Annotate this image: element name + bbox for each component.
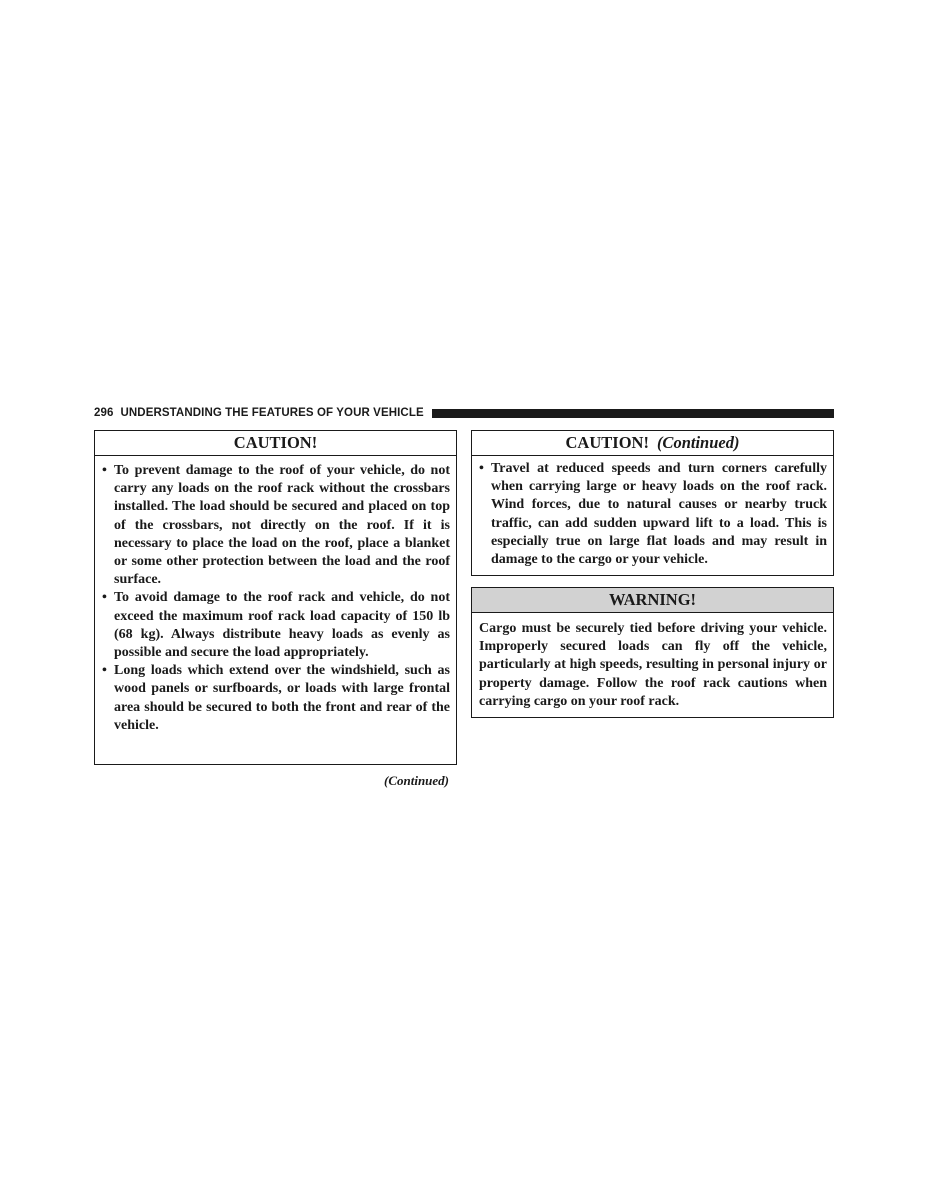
caution-title-suffix: (Continued) (656, 433, 740, 452)
warning-title-text: WARNING! (608, 590, 697, 609)
page-header (94, 405, 834, 421)
caution-item: • To prevent damage to the roof of your vehicle, do not carry any loads on the roof rack without the crossbars installed. The load should be secured and placed on top of the crossbars, not directly on the roof. If it is necessary to place the load on the roof, place a blanket or some other protection between the load and the roof surface. (101, 462, 450, 589)
caution-title-text: CAUTION! (565, 433, 649, 452)
page-number: 296 (94, 407, 114, 419)
header-text (94, 407, 424, 419)
caution-continued-title (472, 431, 833, 456)
caution-body (95, 456, 456, 741)
warning-text: Cargo must be securely tied before driving your vehicle. Improperly secured loads can fly off the vehicle, particularly at high speeds, resulting in personal injury or property damage. Follow the roof rack cautions when carrying cargo on your roof rack. (479, 621, 827, 709)
section-title: UNDERSTANDING THE FEATURES OF YOUR VEHICLE (120, 407, 424, 419)
warning-box (471, 587, 834, 718)
header-rule (432, 409, 834, 418)
caution-item: • Long loads which extend over the windshield, such as wood panels or surfboards, or loads with large frontal area should be secured to both the front and rear of the vehicle. (101, 662, 450, 735)
warning-body (472, 613, 833, 717)
caution-continued-list (478, 460, 827, 569)
caution-box-right (471, 430, 834, 576)
caution-item: • To avoid damage to the roof rack and vehicle, do not exceed the maximum roof rack load capacity of 150 lb (68 kg). Always distribute heavy loads as evenly as possible and secure the load appropriately. (101, 589, 450, 662)
caution-list (101, 462, 450, 735)
caution-continued-body (472, 456, 833, 575)
caution-box-left (94, 430, 457, 765)
caution-title-text: CAUTION! (233, 433, 318, 452)
continued-note: (Continued) (383, 773, 449, 788)
caution-item: • Travel at reduced speeds and turn corners carefully when carrying large or heavy loads on the roof rack. Wind forces, due to natural causes or nearby truck traffic, can add sudden upward lift to a load. This is especially true on large flat loads and may result in damage to the cargo or your vehicle. (478, 460, 827, 569)
warning-title (472, 588, 833, 613)
caution-title (95, 431, 456, 456)
